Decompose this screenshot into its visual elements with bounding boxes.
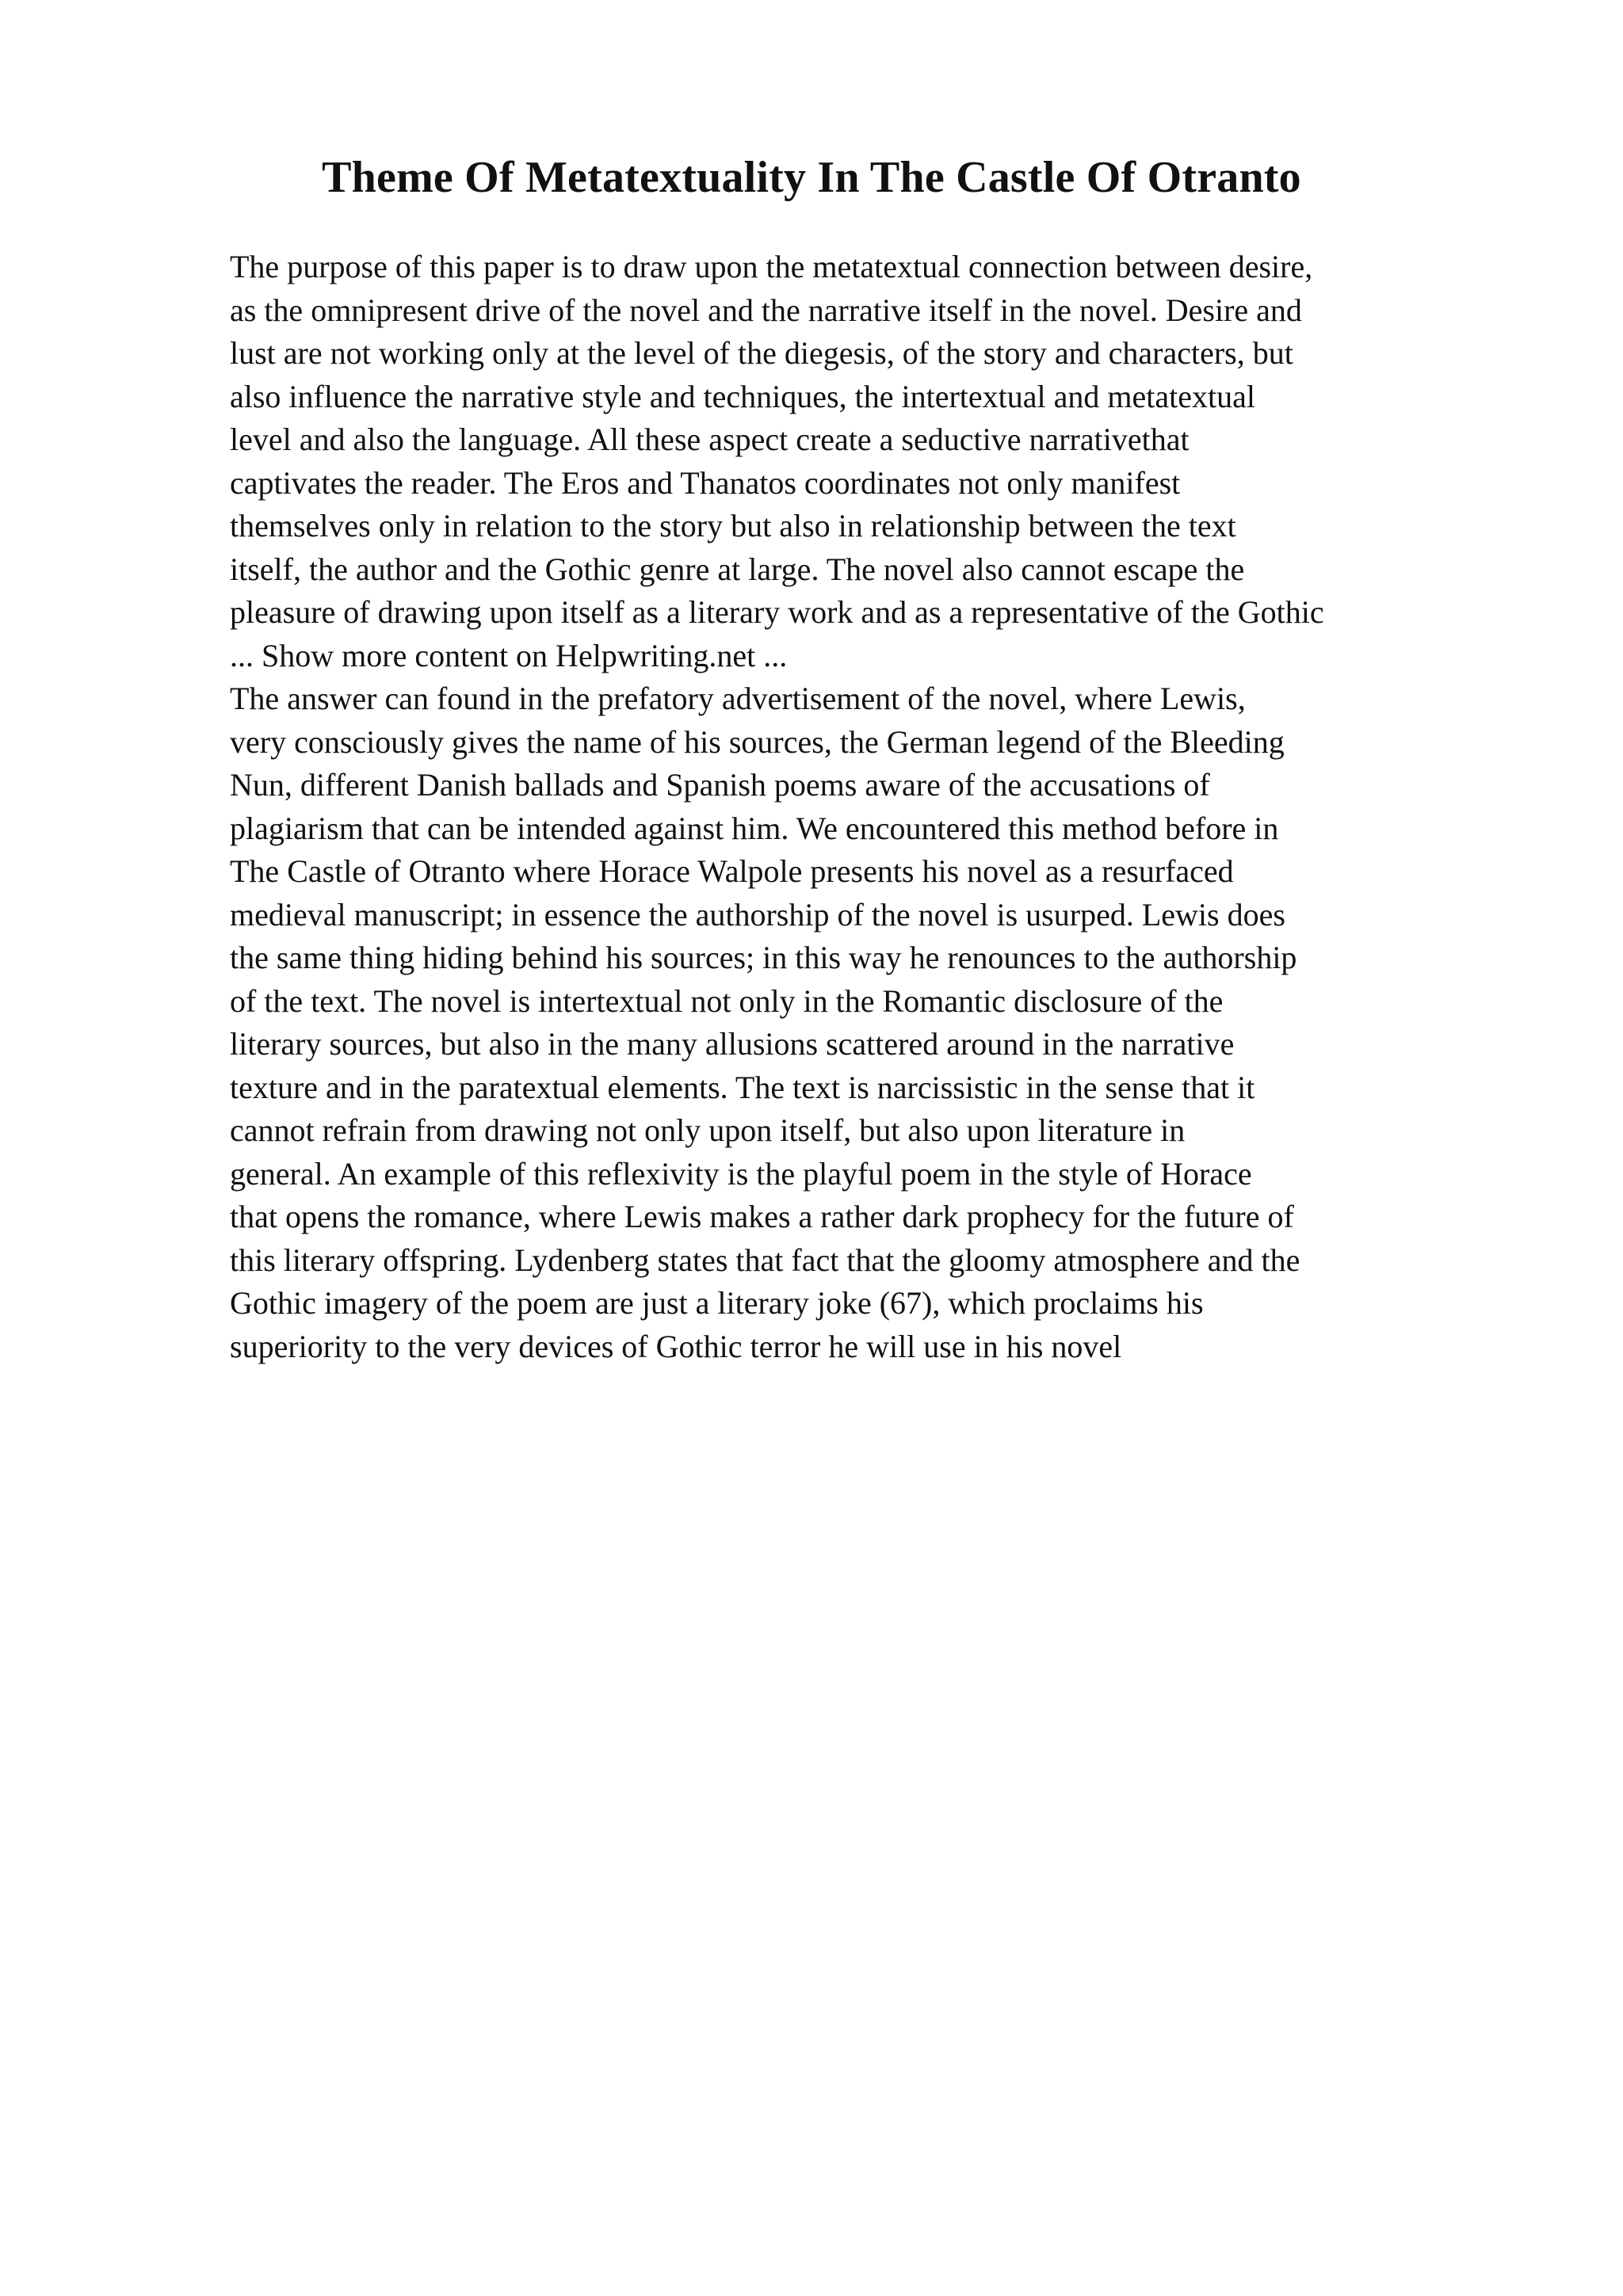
text-line: cannot refrain from drawing not only upon itself, but also upon literature in [230, 1112, 1186, 1148]
page-title: Theme Of Metatextuality In The Castle Of Otranto [322, 153, 1301, 202]
text-line: captivates the reader. The Eros and Thanatos coordinates not only manifest [230, 464, 1181, 501]
text-line: Gothic imagery of the poem are just a literary joke (67), which proclaims his [230, 1285, 1204, 1321]
text-line: itself, the author and the Gothic genre at large. The novel also cannot escape the [230, 551, 1245, 587]
text-line: pleasure of drawing upon itself as a literary work and as a representative of the Gothic [230, 594, 1324, 630]
text-line: The purpose of this paper is to draw upon the metatextual connection between desire, [230, 249, 1313, 284]
text-line: literary sources, but also in the many allusions scattered around in the narrative [230, 1026, 1235, 1062]
text-line: as the omnipresent drive of the novel and the narrative itself in the novel. Desire and [230, 292, 1302, 328]
text-line: medieval manuscript; in essence the authorship of the novel is usurped. Lewis does [230, 896, 1285, 933]
text-line: of the text. The novel is intertextual not only in the Romantic disclosure of the [230, 982, 1224, 1019]
text-line: the same thing hiding behind his sources; in this way he renounces to the authorship [230, 940, 1297, 975]
text-line: The Castle of Otranto where Horace Walpole presents his novel as a resurfaced [230, 853, 1234, 889]
text-line: this literary offspring. Lydenberg states that fact that the gloomy atmosphere and the [230, 1241, 1300, 1278]
text-line: texture and in the paratextual elements. The text is narcissistic in the sense that it [230, 1069, 1255, 1105]
text-line: Nun, different Danish ballads and Spanish poems aware of the accusations of [230, 767, 1210, 803]
text-line: plagiarism that can be intended against him. We encountered this method before in [230, 810, 1279, 846]
document-body [230, 246, 1514, 1368]
text-line: The answer can found in the prefatory advertisement of the novel, where Lewis, [230, 681, 1246, 716]
text-line: level and also the language. All these aspect create a seductive narrativethat [230, 421, 1190, 457]
text-line: that opens the romance, where Lewis makes a rather dark prophecy for the future of [230, 1199, 1294, 1234]
text-line: general. An example of this reflexivity is the playful poem in the style of Horace [230, 1155, 1252, 1192]
text-line: themselves only in relation to the story but also in relationship between the text [230, 508, 1236, 543]
show-more-link[interactable]: ... Show more content on Helpwriting.net ... [230, 637, 788, 673]
text-line: also influence the narrative style and techniques, the intertextual and metatextual [230, 378, 1255, 414]
text-line: superiority to the very devices of Gothic terror he will use in his novel [230, 1328, 1122, 1364]
text-line: lust are not working only at the level of the diegesis, of the story and characters, but [230, 335, 1293, 371]
text-line: very consciously gives the name of his sources, the German legend of the Bleeding [230, 723, 1285, 760]
